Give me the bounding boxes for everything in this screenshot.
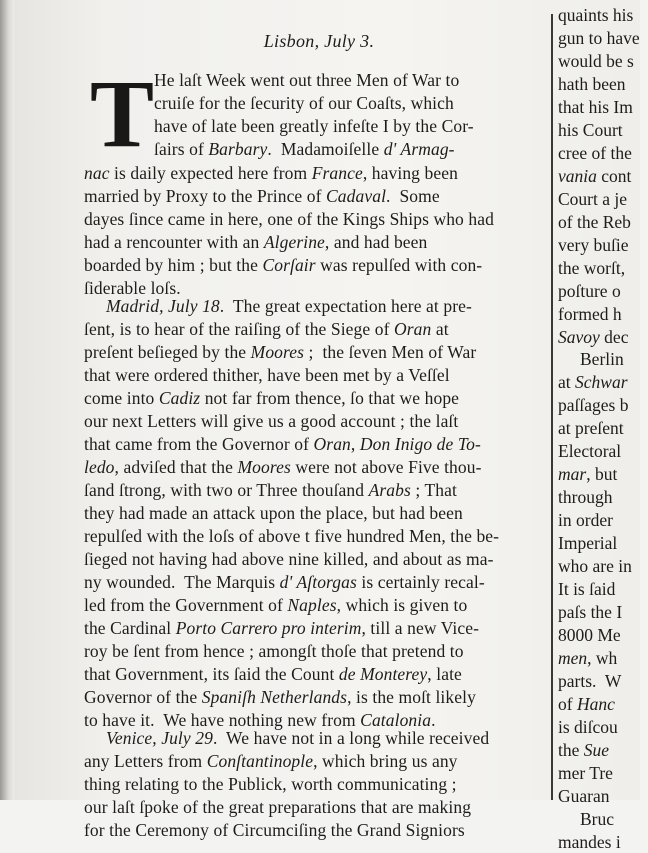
text-line: have of late been greatly infeſte I by the Cor-	[154, 116, 474, 136]
text-line: ledo, adviſed that the Moores were not above Five thou-	[84, 457, 482, 477]
right-text-line: men, wh	[558, 648, 618, 668]
right-text-line: mandes i	[558, 832, 621, 852]
right-column	[558, 0, 648, 852]
text-line: our next Letters will give us a good account ; the laſt	[84, 411, 459, 431]
text-line: ſieged not having had above nine killed, and about as ma-	[84, 549, 494, 569]
right-text-line: gun to have	[558, 28, 640, 48]
text-line: ſiderable loſs.	[84, 278, 181, 298]
right-text-line: It is ſaid	[558, 579, 616, 599]
text-line: repulſed with the loſs of above t five hundred Men, the be-	[84, 526, 500, 546]
column-rule	[551, 14, 553, 800]
text-line: roy be ſent from hence ; amongſt thoſe that pretend to	[84, 641, 464, 661]
right-text-line: 8000 Me	[558, 625, 621, 645]
text-line: Governor of the Spaniſh Netherlands, is the moſt likely	[84, 687, 476, 707]
right-text-line: of the Reb	[558, 212, 631, 232]
text-line: preſent beſieged by the Moores ; the ſeven Men of War	[84, 342, 477, 362]
dateline: Lisbon, July 3.	[263, 31, 375, 51]
right-text-line: formed h	[558, 304, 622, 324]
text-line: ſent, is to hear of the raiſing of the Siege of Oran at	[84, 319, 449, 339]
right-text-line: Court a je	[558, 189, 628, 209]
right-text-line: Guaran	[558, 786, 610, 806]
right-text-line: hath been	[558, 74, 626, 94]
text-line: cruiſe for the ſecurity of our Coaſts, which	[154, 93, 454, 113]
text-line: for the Ceremony of Circumciſing the Grand Signiors	[84, 820, 465, 840]
text-line: dayes ſince came in here, one of the Kings Ships who had	[84, 209, 494, 229]
text-line: they had made an attack upon the place, but had been	[84, 503, 463, 523]
right-text-line: paſs the I	[558, 602, 623, 622]
text-line: the Cardinal Porto Carrero pro interim, till a new Vice-	[84, 618, 480, 638]
text-line: come into Cadiz not far from thence, ſo that we hope	[84, 388, 460, 408]
right-text-line: vania cont	[558, 166, 632, 186]
right-text-line: is diſcou	[558, 717, 618, 737]
right-text-line: very buſie	[558, 235, 629, 255]
text-line: ſairs of Barbary. Madamoiſelle d' Armag-	[154, 139, 455, 159]
text-line: that Government, its ſaid the Count de Monterey, late	[84, 664, 462, 684]
right-text-line: Berlin	[580, 349, 624, 369]
text-line: married by Proxy to the Prince of Cadaval. Some	[84, 186, 440, 206]
text-line: ſand ſtrong, with two or Three thouſand Arabs ; That	[84, 480, 457, 500]
right-text-line: Electoral	[558, 441, 622, 461]
text-line: that were ordered thither, have been met by a Veſſel	[84, 365, 450, 385]
right-text-line: mar, but	[558, 464, 618, 484]
right-text-line: mer Tre	[558, 763, 613, 783]
right-text-line: that his Im	[558, 97, 633, 117]
text-line: boarded by him ; but the Corſair was repulſed with con-	[84, 255, 483, 275]
right-text-line: poſture o	[558, 281, 621, 301]
right-text-line: his Court	[558, 120, 623, 140]
text-line: any Letters from Conſtantinople, which bring us any	[84, 751, 458, 771]
right-text-line: Imperial	[558, 533, 618, 553]
right-text-line: the Sue	[558, 740, 610, 760]
text-line: Madrid, July 18. The great expectation here at pre-	[106, 296, 472, 316]
right-text-line: through	[558, 487, 613, 507]
right-text-line: Bruc	[580, 809, 615, 829]
right-text-line: Savoy dec	[558, 327, 629, 347]
text-line: ny wounded. The Marquis d' Aſtorgas is certainly recal-	[84, 572, 485, 592]
text-line: Venice, July 29. We have not in a long while received	[106, 728, 490, 748]
main-column	[84, 0, 554, 840]
right-text-line: of Hanc	[558, 694, 615, 714]
right-text-line: at preſent	[558, 418, 624, 438]
text-line: to have it. We have nothing new from Catalonia.	[84, 710, 436, 730]
text-line: led from the Government of Naples, which is given to	[84, 595, 468, 615]
text-line: thing relating to the Publick, worth communicating ;	[84, 774, 457, 794]
text-line: our laſt ſpoke of the great preparations that are making	[84, 797, 472, 817]
text-line: that came from the Governor of Oran, Don Inigo de To-	[84, 434, 481, 454]
text-line: had a rencounter with an Algerine, and had been	[84, 232, 428, 252]
right-text-line: in order	[558, 510, 613, 530]
right-text-line: parts. W	[558, 671, 622, 691]
page-edge-shadow	[0, 0, 14, 800]
text-line: He laſt Week went out three Men of War to	[154, 70, 460, 90]
right-text-line: quaints his	[558, 5, 634, 25]
right-text-line: cree of the	[558, 143, 632, 163]
right-text-line: paſſages b	[558, 395, 629, 415]
right-text-line: would be s	[558, 51, 634, 71]
drop-cap: T	[90, 60, 155, 167]
right-text-line: who are in	[558, 556, 632, 576]
right-text-line: the worſt,	[558, 258, 626, 278]
text-line: nac is daily expected here from France, having been	[84, 163, 458, 183]
right-text-line: at Schwar	[558, 372, 628, 392]
